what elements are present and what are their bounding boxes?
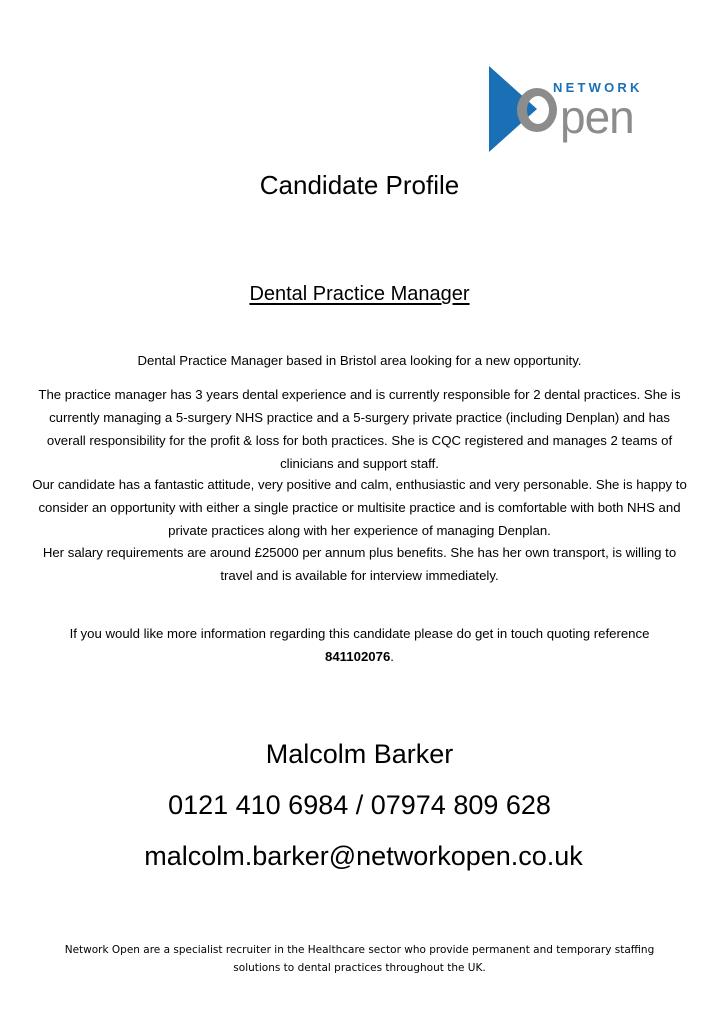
logo-o-letter: [517, 88, 557, 132]
attitude-paragraph: Our candidate has a fantastic attitude, very positive and calm, enthusiastic and very personable. She is happy to consider an opportunity with either a single practice or multisite practice and is comfortable with both NHS and private practices along with her experience of managing Denplan.: [32, 477, 687, 538]
reference-suffix: .: [390, 649, 394, 664]
contact-phone: 0121 410 6984 / 07974 809 628: [168, 790, 551, 820]
page-title: Candidate Profile: [259, 170, 460, 200]
contact-intro-paragraph: [0, 622, 719, 668]
contact-email[interactable]: malcolm.barker@networkopen.co.uk: [144, 841, 583, 871]
footer-disclaimer: Network Open are a specialist recruiter in the Healthcare sector who provide permanent and temporary staffing solutions to dental practices throughout the UK.: [64, 944, 655, 974]
job-title-text: Dental Practice Manager: [249, 283, 470, 305]
logo-blue-chevron-icon: [489, 66, 537, 152]
logo-network-text: NETWORK: [553, 80, 643, 95]
contact-intro-text: If you would like more information regarding this candidate please do get in touch quoting reference: [69, 626, 650, 641]
salary-paragraph: Her salary requirements are around £25000 per annum plus benefits. She has her own transport, is willing to travel and is available for interview immediately.: [42, 545, 677, 583]
job-title-heading: [0, 280, 719, 308]
network-open-logo: [487, 64, 652, 154]
logo-open-text: pen: [560, 91, 634, 143]
summary-paragraph: Dental Practice Manager based in Bristol area looking for a new opportunity.: [137, 353, 582, 368]
contact-name: Malcolm Barker: [265, 739, 454, 769]
reference-number: 841102076: [325, 649, 391, 664]
experience-paragraph: The practice manager has 3 years dental experience and is currently responsible for 2 dental practices. She is currently managing a 5-surgery NHS practice and a 5-surgery private practice (including Denplan) and has overall responsibility for the profit & loss for both practices. She is CQC registered and manages 2 teams of clinicians and support staff.: [38, 387, 681, 471]
